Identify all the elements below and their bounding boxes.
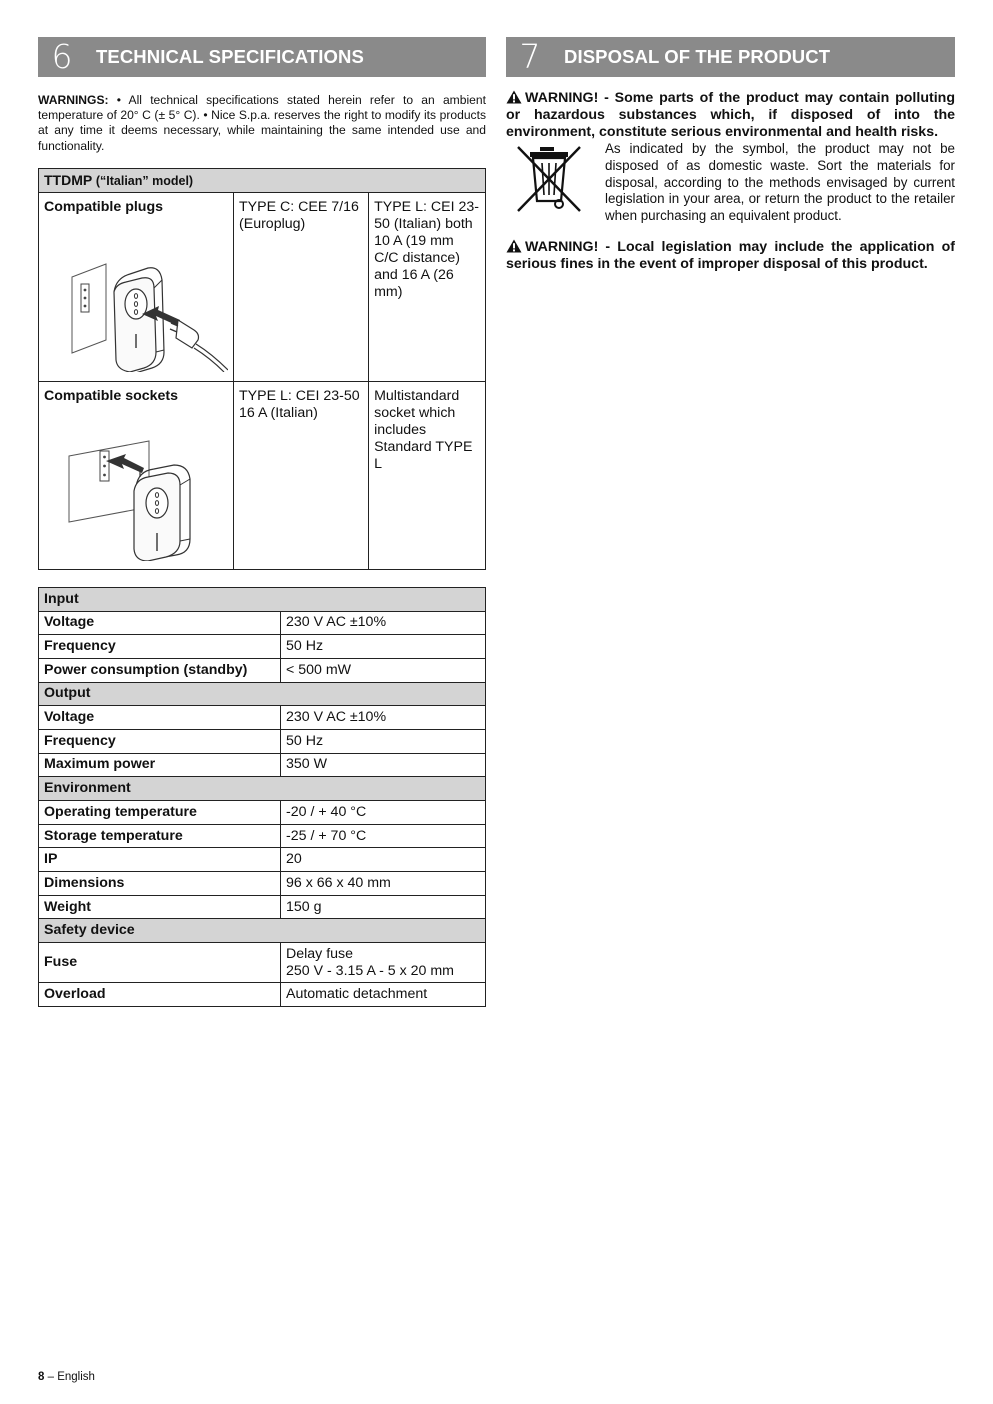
spec-value: 50 Hz [281, 729, 486, 753]
table-row [39, 943, 486, 983]
socket-multistandard-cell: Multistandard socket which includes Standard TYPE L [369, 381, 486, 569]
spec-label: Voltage [39, 611, 281, 635]
spec-label: Frequency [39, 635, 281, 659]
disposal-text: As indicated by the symbol, the product may not be disposed of as domestic waste. Sort the materials for disposal, according to the methods envisaged by current legislation in your area, or return the product to the retailer when purchasing an equivalent product. [605, 141, 955, 224]
row-label: Compatible plugs [44, 198, 164, 215]
page-footer [38, 1371, 95, 1383]
spec-value: 230 V AC ±10% [281, 706, 486, 730]
disposal-block [506, 141, 955, 225]
spec-label: Dimensions [39, 872, 281, 896]
spec-value: 96 x 66 x 40 mm [281, 872, 486, 896]
fuse-line-1: Delay fuse [286, 945, 354, 962]
page-number: 8 [38, 1371, 45, 1383]
spec-label: Power consumption (standby) [39, 658, 281, 682]
group-heading: Environment [39, 777, 486, 801]
spec-label: Operating temperature [39, 801, 281, 825]
table-row [39, 658, 486, 682]
group-heading: Output [39, 682, 486, 706]
fuse-line-2: 250 V - 3.15 A - 5 x 20 mm [286, 962, 454, 979]
spec-value: 150 g [281, 895, 486, 919]
spec-label: Frequency [39, 729, 281, 753]
table-row [39, 801, 486, 825]
table-row [39, 381, 486, 569]
specifications-table [38, 587, 486, 1007]
row-label: Compatible sockets [44, 387, 179, 404]
spec-label: Maximum power [39, 753, 281, 777]
table-row [39, 848, 486, 872]
plug-type-l-cell: TYPE L: CEI 23-50 (Italian) both 10 A (19 mm C/C distance) and 16 A (26 mm) [369, 192, 486, 381]
compatible-sockets-cell [39, 381, 234, 569]
section-title: TECHNICAL SPECIFICATIONS [96, 46, 364, 67]
spec-label: Overload [39, 983, 281, 1007]
spec-value: 230 V AC ±10% [281, 611, 486, 635]
table-row [39, 729, 486, 753]
warning-text-2: WARNING! - Local legislation may include the application of serious fines in the event of improper disposal of this product. [506, 239, 955, 272]
table-row [39, 983, 486, 1007]
table-row [39, 753, 486, 777]
warnings-paragraph [38, 93, 486, 154]
section-disposal [506, 37, 955, 273]
warning-paragraph-2 [506, 239, 955, 273]
model-header-row [39, 168, 486, 192]
warning-paragraph-1 [506, 90, 955, 141]
group-heading: Safety device [39, 919, 486, 943]
group-heading: Input [39, 587, 486, 611]
spec-label: Voltage [39, 706, 281, 730]
warning-triangle-icon [506, 239, 522, 253]
group-row-output [39, 682, 486, 706]
table-row [39, 895, 486, 919]
spec-value: 50 Hz [281, 635, 486, 659]
spec-value: -20 / + 40 °C [281, 801, 486, 825]
warnings-text: • All technical specifications stated herein refer to an ambient temperature of 20° C (± 5° C). • Nice S.p.a. reserves the right to modify its products at any time it deems necessary, while maintaining the same intended use and functionality. [38, 93, 486, 153]
table-row [39, 824, 486, 848]
section-title: DISPOSAL OF THE PRODUCT [564, 46, 831, 67]
spec-label: IP [39, 848, 281, 872]
warning-text-1: WARNING! - Some parts of the product may contain polluting or hazardous substances which, if disposed of into the environment, constitute serious environmental and health risks. [506, 90, 955, 140]
spec-value: < 500 mW [281, 658, 486, 682]
table-row [39, 611, 486, 635]
table-row [39, 635, 486, 659]
crossed-out-wheelie-bin-icon [514, 143, 584, 215]
warnings-label: WARNINGS: [38, 93, 109, 107]
spec-value [281, 943, 486, 983]
table-row [39, 872, 486, 896]
section-number: 7 [519, 37, 541, 76]
group-row-input [39, 587, 486, 611]
section-header [38, 37, 486, 77]
group-row-environment [39, 777, 486, 801]
table-row [39, 192, 486, 381]
section-header [506, 37, 955, 77]
spec-value: 20 [281, 848, 486, 872]
group-row-safety [39, 919, 486, 943]
spec-value: Automatic detachment [281, 983, 486, 1007]
section-technical-specifications [38, 37, 486, 1007]
spec-value: 350 W [281, 753, 486, 777]
plug-into-adapter-illustration [44, 222, 228, 372]
model-note: (“Italian” model) [95, 173, 194, 188]
model-compatibility-table [38, 168, 486, 570]
spec-label: Fuse [39, 943, 281, 983]
spec-value: -25 / + 70 °C [281, 824, 486, 848]
adapter-into-socket-illustration [44, 411, 228, 561]
compatible-plugs-cell [39, 192, 234, 381]
language-label: – English [47, 1371, 95, 1383]
model-header-cell [39, 168, 486, 192]
warning-triangle-icon [506, 90, 522, 104]
plug-type-c-cell: TYPE C: CEE 7/16 (Europlug) [234, 192, 369, 381]
section-number: 6 [51, 37, 73, 76]
model-name: TTDMP [44, 171, 92, 188]
spec-label: Storage temperature [39, 824, 281, 848]
spec-label: Weight [39, 895, 281, 919]
table-row [39, 706, 486, 730]
socket-type-l-cell: TYPE L: CEI 23-50 16 A (Italian) [234, 381, 369, 569]
